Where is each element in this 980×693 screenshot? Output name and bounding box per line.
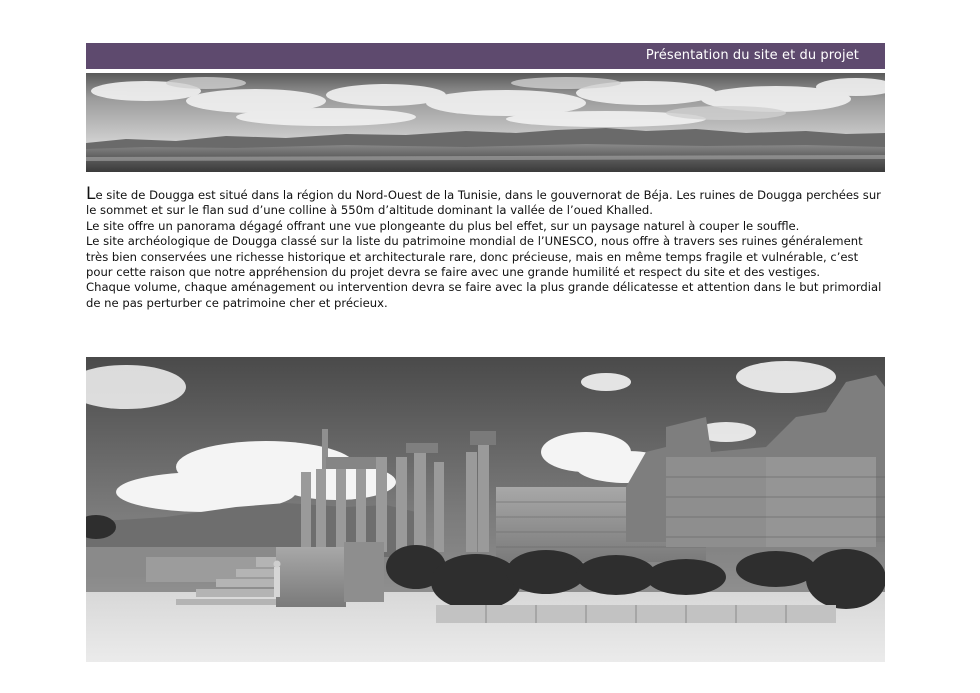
description-text	[86, 184, 886, 311]
page-title: Présentation du site et du projet	[645, 48, 859, 63]
paragraph-location-text: e site de Dougga est situé dans la région du Nord-Ouest de la Tunisie, dans le gouvernorat de Béja. Les ruines de Dougga perchées sur le sommet et sur le flan sud d’une colline à 550m d’altitude dominant la vallée de l’oued Khalled.	[86, 188, 881, 218]
landscape-panorama-photo	[86, 73, 885, 172]
paragraph-intervention: Chaque volume, chaque aménagement ou intervention devra se faire avec la plus grande délicatesse et attention dans le but primordial de ne pas perturber ce patrimoine cher et précieux.	[86, 280, 882, 310]
paragraph-panorama: Le site offre un panorama dégagé offrant une vue plongeante du plus bel effet, sur un paysage naturel à couper le souffle.	[86, 218, 800, 233]
header-bar	[86, 43, 885, 69]
drop-cap: L	[86, 184, 96, 204]
paragraph-location	[86, 184, 886, 219]
dougga-ruins-photo	[86, 357, 885, 662]
paragraph-heritage: Le site archéologique de Dougga classé sur la liste du patrimoine mondial de l’UNESCO, nous offre à travers ses ruines généralement très bien conservées une richesse historique et architecturale rare, donc précieuse, mais en même temps fragile et vulnérable, c’est pour cette raison que notre appréhension du projet devra se faire avec une grande humilité et respect du site et des vestiges.	[86, 234, 863, 280]
